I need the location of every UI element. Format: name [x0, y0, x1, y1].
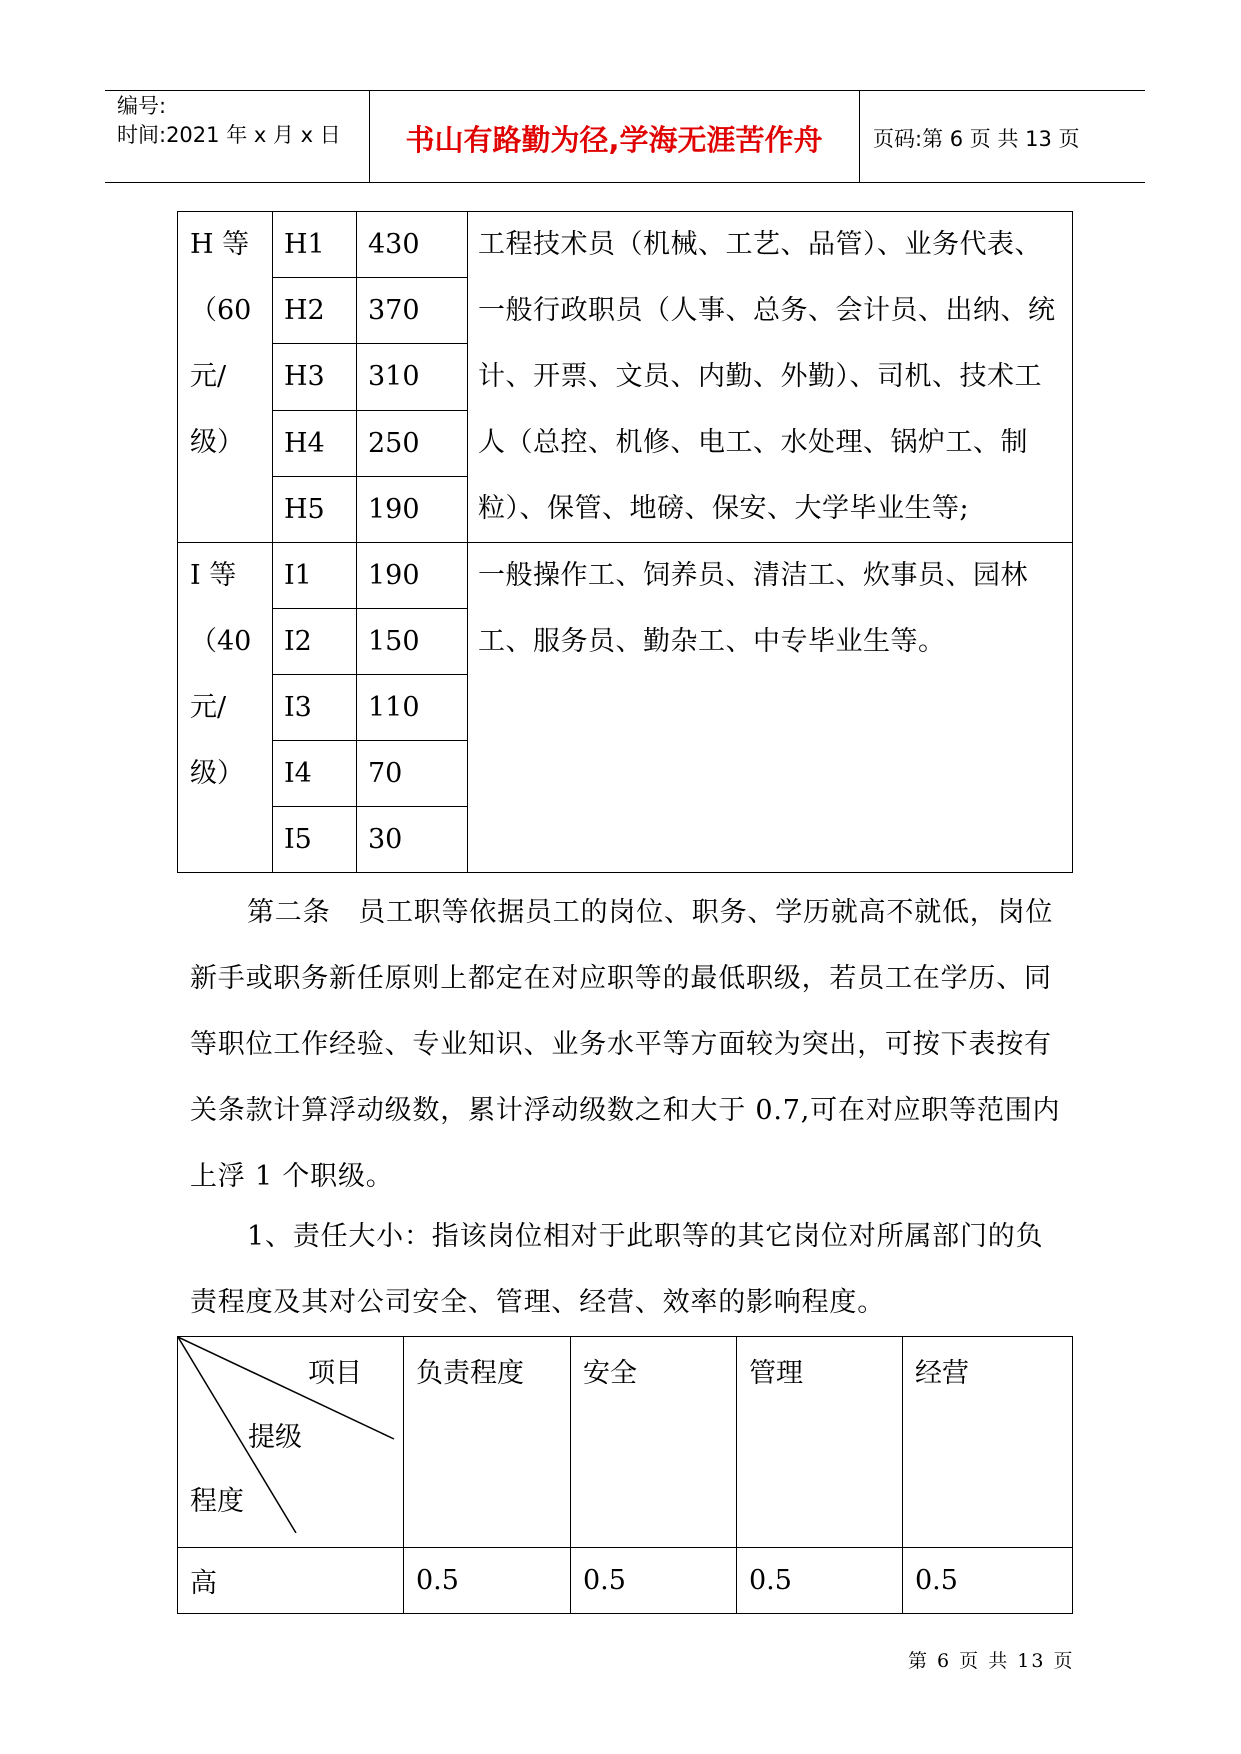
level-amount: 190	[357, 543, 468, 609]
level-amount: 190	[357, 476, 468, 542]
level-amount: 250	[357, 410, 468, 476]
table-row	[178, 212, 1073, 278]
level-code: H4	[273, 410, 357, 476]
header-bottom-rule	[105, 182, 1145, 183]
column-header: 负责程度	[404, 1337, 571, 1548]
grade-group-label: H 等（60元/级）	[178, 212, 273, 543]
page-header	[105, 90, 1145, 183]
table-cell: 0.5	[903, 1548, 1073, 1614]
grade-group-label: I 等（40元/级）	[178, 543, 273, 873]
column-header: 安全	[571, 1337, 737, 1548]
item-1-paragraph: 1、责任大小：指该岗位相对于此职等的其它岗位对所属部门的负责程度及其对公司安全、管理、经营、效率的影响程度。	[190, 1221, 1044, 1318]
corner-label-bottom: 程度	[190, 1486, 244, 1517]
table-cell: 0.5	[571, 1548, 737, 1614]
article-2-paragraph: 第二条 员工职等依据员工的岗位、职务、学历就高不就低，岗位新手或职务新任原则上都定在对应职等的最低职级，若员工在学历、同等职位工作经验、专业知识、业务水平等方面较为突出，可按下表按有关条款计算浮动级数，累计浮动级数之和大于 0.7,可在对应职等范围内上浮 1 个职级。	[190, 897, 1061, 1192]
header-divider	[859, 90, 860, 183]
header-page-info: 页码:第 6 页 共 13 页	[873, 127, 1080, 151]
row-label: 高	[178, 1548, 404, 1614]
grade-positions: 工程技术员（机械、工艺、品管）、业务代表、一般行政职员（人事、总务、会计员、出纳、统计、开票、文员、内勤、外勤）、司机、技术工人（总控、机修、电工、水处理、锅炉工、制粒）、保管、地磅、保安、大学毕业生等;	[468, 212, 1073, 543]
header-top-rule	[105, 90, 1145, 91]
diagonal-header-cell	[178, 1337, 404, 1548]
table-cell: 0.5	[737, 1548, 903, 1614]
corner-label-top: 项目	[308, 1358, 362, 1389]
level-code: H1	[273, 212, 357, 278]
level-code: H5	[273, 476, 357, 542]
level-code: I4	[273, 741, 357, 807]
document-number-label: 编号:	[117, 94, 167, 118]
level-amount: 70	[357, 741, 468, 807]
table-cell: 0.5	[404, 1548, 571, 1614]
level-code: H3	[273, 344, 357, 410]
level-amount: 30	[357, 807, 468, 873]
level-code: I3	[273, 675, 357, 741]
table-row	[178, 543, 1073, 609]
column-header: 经营	[903, 1337, 1073, 1548]
level-amount: 310	[357, 344, 468, 410]
header-motto: 书山有路勤为径,学海无涯苦作舟	[405, 123, 823, 157]
level-amount: 110	[357, 675, 468, 741]
grade-positions: 一般操作工、饲养员、清洁工、炊事员、园林工、服务员、勤杂工、中专毕业生等。	[468, 543, 1073, 873]
level-amount: 370	[357, 278, 468, 344]
responsibility-table	[177, 1336, 1073, 1614]
level-amount: 430	[357, 212, 468, 278]
table-header-row	[178, 1337, 1073, 1548]
column-header: 管理	[737, 1337, 903, 1548]
grade-table	[177, 211, 1073, 873]
level-code: H2	[273, 278, 357, 344]
header-meta	[117, 92, 341, 150]
table-row	[178, 1548, 1073, 1614]
level-code: I2	[273, 609, 357, 675]
level-code: I5	[273, 807, 357, 873]
level-code: I1	[273, 543, 357, 609]
corner-label-middle: 提级	[248, 1422, 302, 1453]
page-footer: 第 6 页 共 13 页	[908, 1650, 1075, 1672]
level-amount: 150	[357, 609, 468, 675]
document-time-label: 时间:2021 年 x 月 x 日	[117, 123, 341, 147]
